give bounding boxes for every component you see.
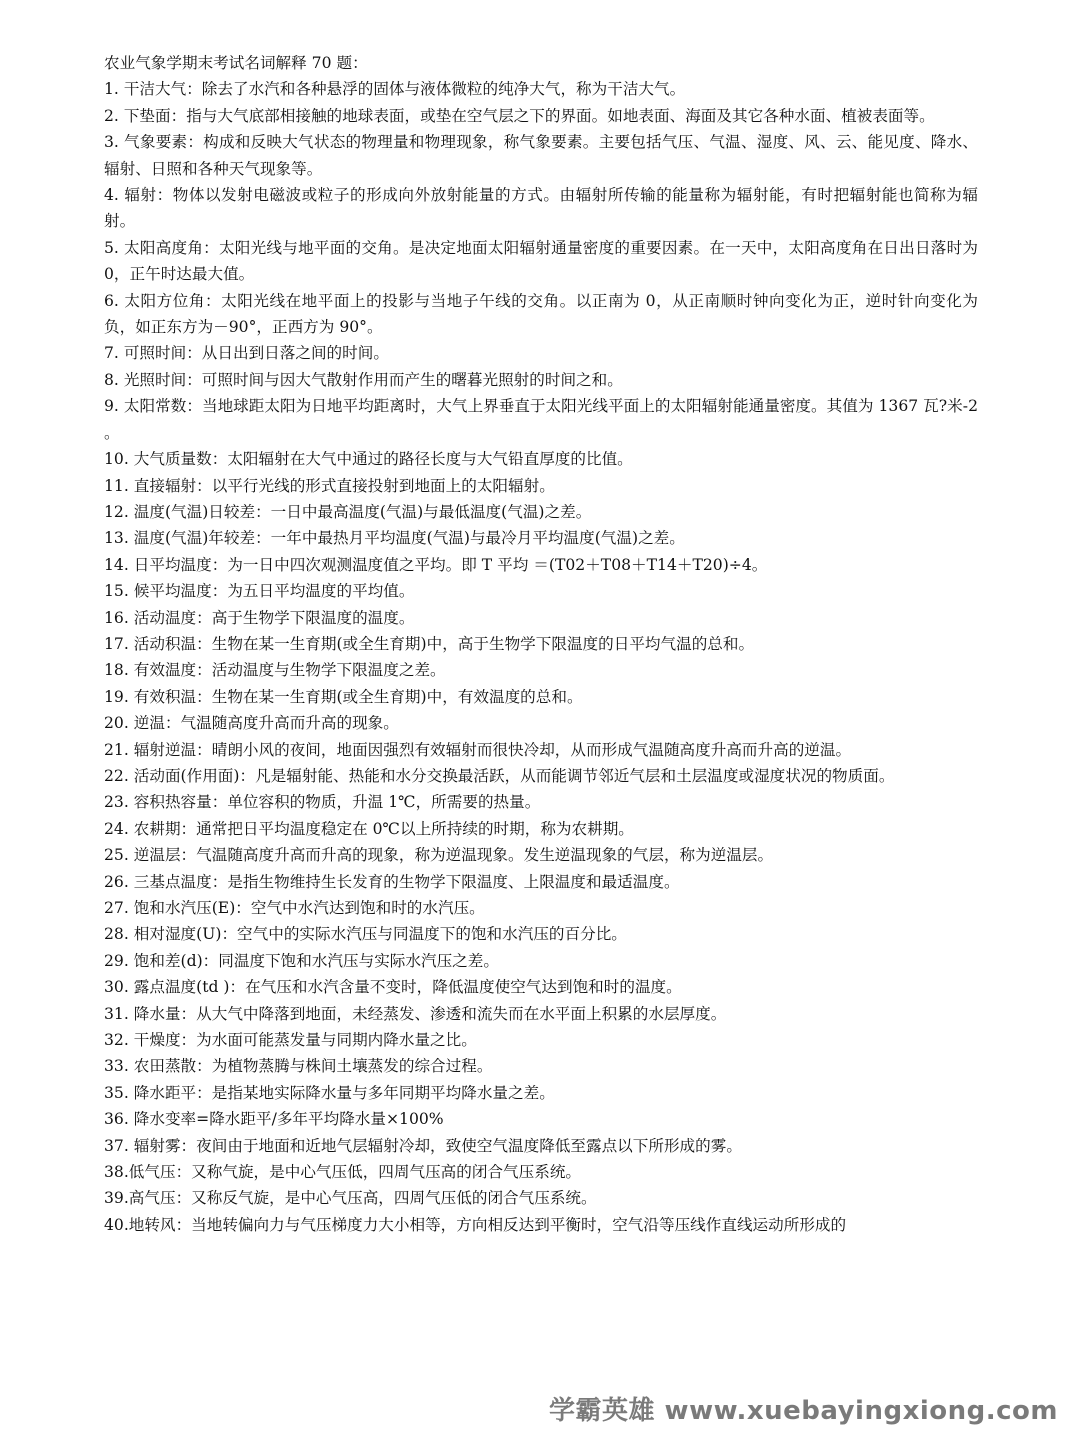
definition-item: 29. 饱和差(d)：同温度下饱和水汽压与实际水汽压之差。 — [104, 951, 499, 970]
definition-item: 13. 温度(气温)年较差：一年中最热月平均温度(气温)与最冷月平均温度(气温)之差。 — [104, 529, 685, 548]
definition-item: 19. 有效积温：生物在某一生育期(或全生育期)中，有效温度的总和。 — [104, 687, 583, 706]
definition-item: 14. 日平均温度：为一日中四次观测温度值之平均。即 T 平均 ＝(T02＋T08＋T14＋T20)÷4。 — [104, 555, 768, 574]
definition-item: 1. 干洁大气：除去了水汽和各种悬浮的固体与液体微粒的纯净大气，称为干洁大气。 — [104, 80, 686, 99]
document-title: 农业气象学期末考试名词解释 70 题： — [104, 54, 368, 72]
definition-item: 11. 直接辐射：以平行光线的形式直接投射到地面上的太阳辐射。 — [104, 476, 555, 495]
definition-item: 5. 太阳高度角：太阳光线与地平面的交角。是决定地面太阳辐射通量密度的重要因素。在一天中，太阳高度角在日出日落时为 0，正午时达最大值。 — [104, 238, 978, 284]
definition-item: 12. 温度(气温)日较差：一日中最高温度(气温)与最低温度(气温)之差。 — [104, 502, 592, 521]
definition-item: 35. 降水距平：是指某地实际降水量与多年同期平均降水量之差。 — [104, 1083, 555, 1102]
definition-item: 3. 气象要素：构成和反映大气状态的物理量和物理现象，称气象要素。主要包括气压、气温、湿度、风、云、能见度、降水、辐射、日照和各种天气现象等。 — [104, 133, 978, 178]
definition-item: 6. 太阳方位角：太阳光线在地平面上的投影与当地子午线的交角。以正南为 0，从正南顺时钟向变化为正，逆时针向变化为负，如正东方为－90°，正西方为 90°。 — [104, 291, 978, 337]
definition-item: 20. 逆温：气温随高度升高而升高的现象。 — [104, 714, 399, 733]
definition-item: 24. 农耕期：通常把日平均温度稳定在 0℃以上所持续的时期，称为农耕期。 — [104, 819, 634, 838]
definition-item: 22. 活动面(作用面)：凡是辐射能、热能和水分交换最活跃，从而能调节邻近气层和土层温度或湿度状况的物质面。 — [104, 766, 895, 785]
definition-item: 25. 逆温层：气温随高度升高而升高的现象，称为逆温现象。发生逆温现象的气层，称为逆温层。 — [104, 846, 774, 865]
definition-item: 23. 容积热容量：单位容积的物质，升温 1℃，所需要的热量。 — [104, 793, 541, 812]
document-body — [104, 50, 978, 1238]
definition-item: 36. 降水变率=降水距平/多年平均降水量×100% — [104, 1110, 444, 1129]
definition-item: 17. 活动积温：生物在某一生育期(或全生育期)中，高于生物学下限温度的日平均气温的总和。 — [104, 634, 755, 653]
definition-item: 37. 辐射雾：夜间由于地面和近地气层辐射冷却，致使空气温度降低至露点以下所形成的雾。 — [104, 1136, 742, 1155]
definition-item: 2. 下垫面：指与大气底部相接触的地球表面，或垫在空气层之下的界面。如地表面、海面及其它各种水面、植被表面等。 — [104, 106, 935, 125]
definition-item: 33. 农田蒸散：为植物蒸腾与株间土壤蒸发的综合过程。 — [104, 1057, 493, 1076]
definition-item: 21. 辐射逆温：晴朗小风的夜间，地面因强烈有效辐射而很快冷却，从而形成气温随高度升高而升高的逆温。 — [104, 740, 852, 759]
definition-item: 16. 活动温度：高于生物学下限温度的温度。 — [104, 608, 415, 627]
definition-list — [104, 76, 978, 1238]
site-watermark: 学霸英雄 www.xuebayingxiong.com — [549, 1396, 1058, 1426]
definition-item: 27. 饱和水汽压(E)：空气中水汽达到饱和时的水汽压。 — [104, 899, 485, 917]
definition-item: 7. 可照时间：从日出到日落之间的时间。 — [104, 344, 389, 363]
definition-item: 38.低气压：又称气旋，是中心气压低，四周气压高的闭合气压系统。 — [104, 1163, 582, 1182]
definition-item: 10. 大气质量数：太阳辐射在大气中通过的路径长度与大气铅直厚度的比值。 — [104, 450, 633, 469]
definition-item: 32. 干燥度：为水面可能蒸发量与同期内降水量之比。 — [104, 1031, 477, 1050]
definition-item: 9. 太阳常数：当地球距太阳为日地平均距离时，大气上界垂直于太阳光线平面上的太阳辐射能通量密度。其值为 1367 瓦?米-2 。 — [104, 397, 978, 442]
definition-item: 28. 相对湿度(U)：空气中的实际水汽压与同温度下的饱和水汽压的百分比。 — [104, 925, 627, 944]
definition-item: 40.地转风：当地转偏向力与气压梯度力大小相等，方向相反达到平衡时，空气沿等压线作直线运动所形成的 — [104, 1215, 847, 1234]
definition-item: 18. 有效温度：活动温度与生物学下限温度之差。 — [104, 661, 446, 680]
definition-item: 39.高气压：又称反气旋，是中心气压高，四周气压低的闭合气压系统。 — [104, 1189, 597, 1208]
definition-item: 26. 三基点温度：是指生物维持生长发育的生物学下限温度、上限温度和最适温度。 — [104, 872, 680, 891]
definition-item: 30. 露点温度(td )：在气压和水汽含量不变时，降低温度使空气达到饱和时的温度。 — [104, 978, 682, 997]
definition-item: 15. 候平均温度：为五日平均温度的平均值。 — [104, 582, 415, 601]
definition-item: 8. 光照时间：可照时间与因大气散射作用而产生的曙暮光照射的时间之和。 — [104, 370, 623, 389]
definition-item: 31. 降水量：从大气中降落到地面，未经蒸发、渗透和流失而在水平面上积累的水层厚度。 — [104, 1004, 727, 1023]
definition-item: 4. 辐射：物体以发射电磁波或粒子的形成向外放射能量的方式。由辐射所传输的能量称为辐射能，有时把辐射能也简称为辐射。 — [104, 186, 978, 231]
